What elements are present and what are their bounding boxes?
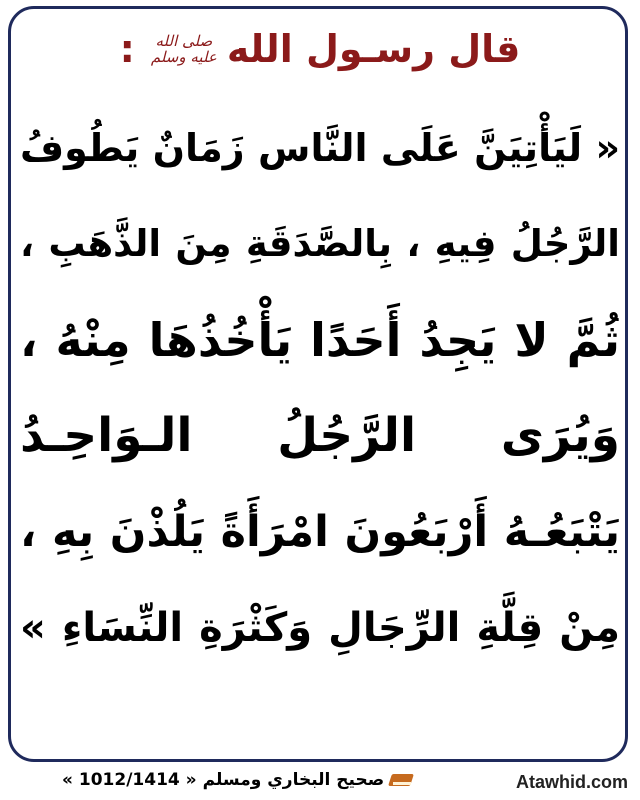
hadith-line: الرَّجُلُ فِيهِ ، بِالصَّدَقَةِ مِنَ الذَّهَبِ ، — [20, 222, 620, 265]
salawat-calligraphy: صلى الله عليه وسلم — [150, 32, 217, 66]
hadith-line: « لَيَأْتِيَنَّ عَلَى النَّاس زَمَانٌ يَطُوفُ — [20, 126, 620, 170]
site-brand[interactable]: Atawhid.com — [515, 772, 628, 792]
header-title: قال رسـول الله — [226, 27, 521, 71]
header-colon: : — [119, 27, 135, 71]
hadith-line: يَتْبَعُـهُ أَرْبَعُونَ امْرَأَةً يَلُذْنَ بِهِ ، — [20, 507, 620, 557]
header — [0, 14, 640, 84]
hadith-text — [20, 100, 620, 676]
source-reference: « 1012/1414 » — [62, 770, 197, 790]
hadith-line: ثُمَّ لا يَجِدُ أَحَدًا يَأْخُذُهَا مِنْهُ ، — [20, 313, 620, 367]
source-citation — [62, 770, 412, 790]
book-icon — [390, 772, 412, 788]
source-name: صحيح البخاري ومسلم — [202, 770, 385, 790]
hadith-line: وَيُرَى الرَّجُلُ الـوَاحِـدُ — [20, 408, 620, 463]
hadith-line: مِنْ قِلَّةِ الرِّجَالِ وَكَثْرَةِ النِّسَاءِ » — [20, 605, 620, 651]
footer — [0, 764, 640, 800]
